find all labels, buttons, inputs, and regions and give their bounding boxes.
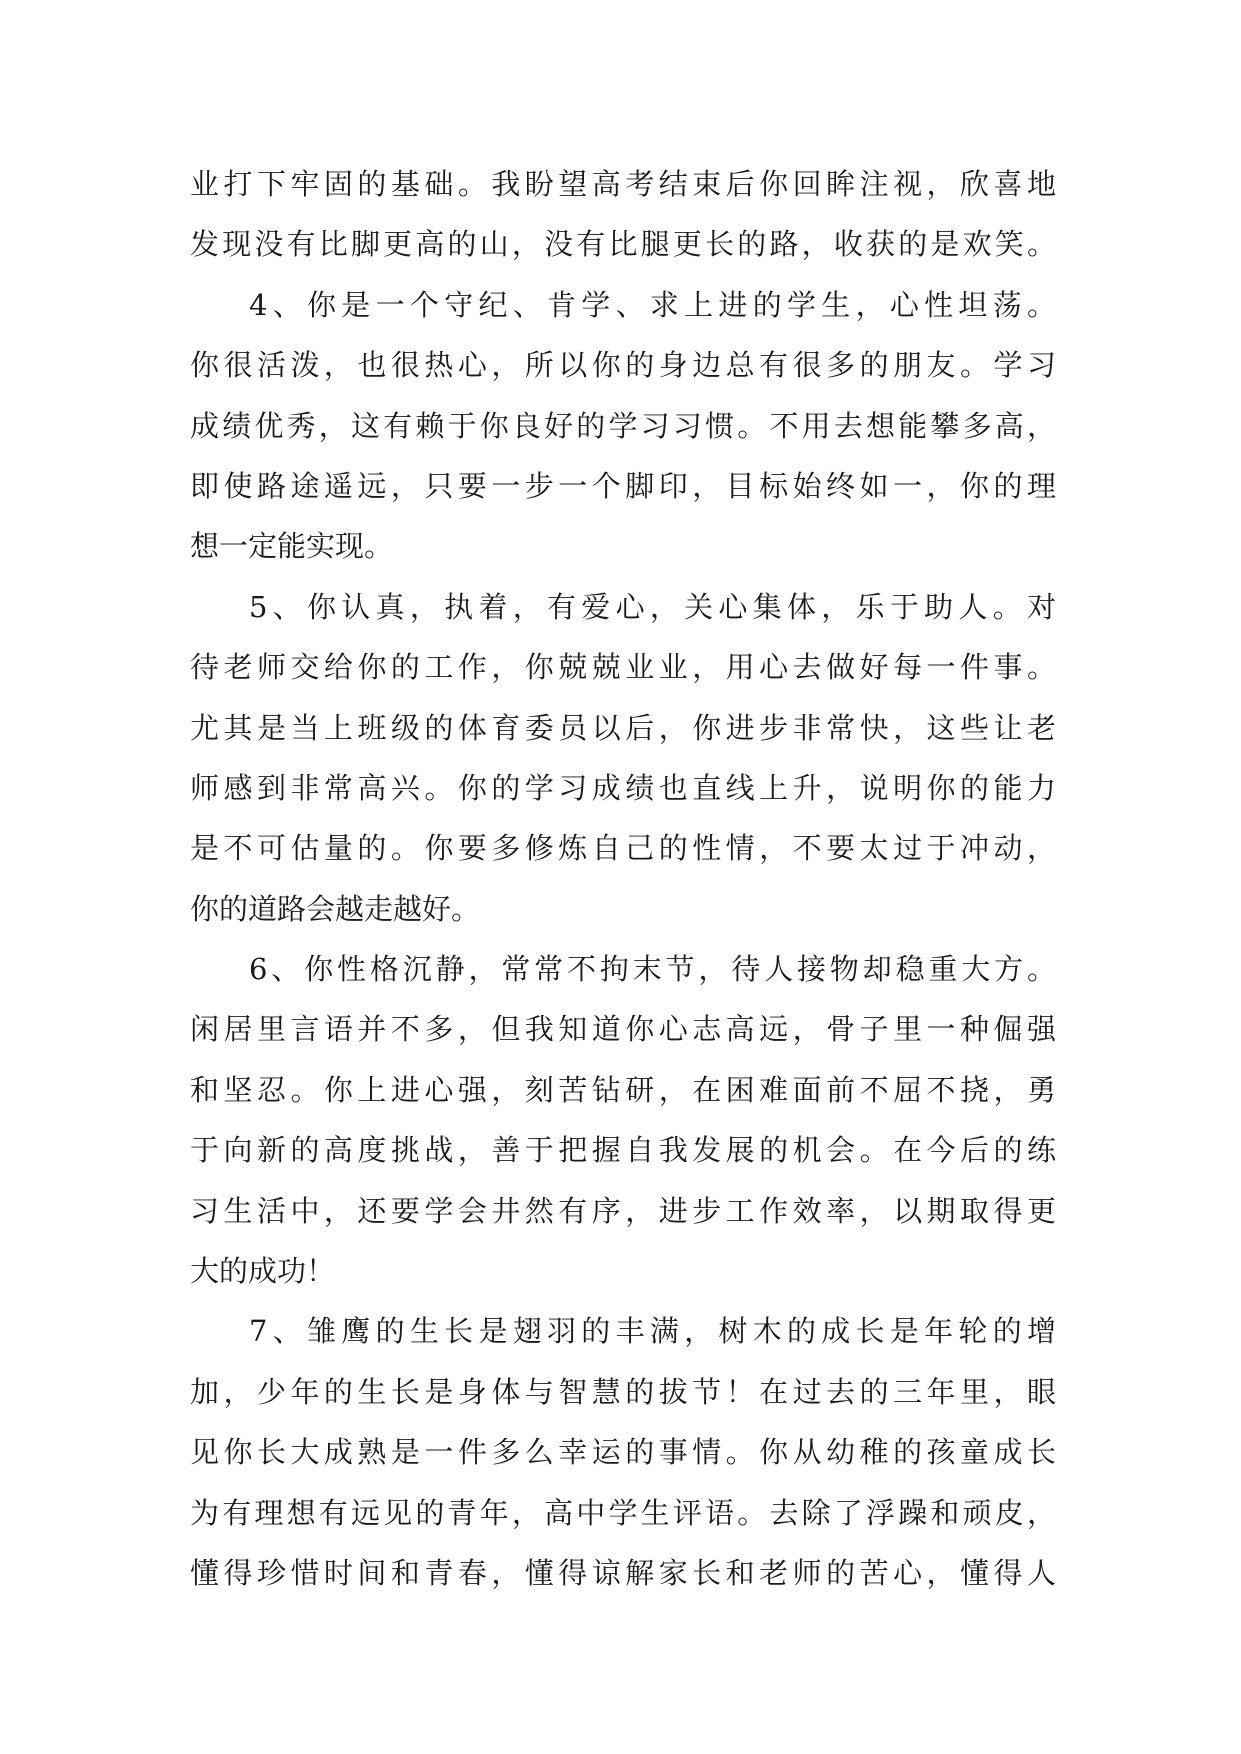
text-line: 闲居里言语并不多，但我知道你心志高远，骨子里一种倔强 — [190, 1012, 1056, 1047]
text-line: 是不可估量的。你要多修炼自己的性情，不要太过于冲动， — [190, 831, 1056, 866]
paragraph-end-line: 想一定能实现。 — [190, 529, 394, 564]
document-body — [190, 162, 1056, 1611]
paragraph-start-line: 4、你是一个守纪、肯学、求上进的学生，心性坦荡。 — [249, 287, 1056, 322]
text-line: 发现没有比脚更高的山，没有比腿更长的路，收获的是欢笑。 — [190, 227, 1056, 262]
text-line: 和坚忍。你上进心强，刻苦钻研，在困难面前不屈不挠，勇 — [190, 1072, 1056, 1107]
text-line: 即使路途遥远，只要一步一个脚印，目标始终如一，你的理 — [190, 468, 1056, 503]
text-line: 师感到非常高兴。你的学习成绩也直线上升，说明你的能力 — [190, 770, 1056, 805]
text-line: 加，少年的生长是身体与智慧的拔节！在过去的三年里，眼 — [190, 1374, 1056, 1409]
paragraph-end-line: 你的道路会越走越好。 — [190, 891, 481, 926]
paragraph-end-line: 大的成功！ — [190, 1254, 336, 1289]
paragraph-start-line: 5、你认真，执着，有爱心，关心集体，乐于助人。对 — [249, 589, 1056, 624]
text-line: 懂得珍惜时间和青春，懂得谅解家长和老师的苦心，懂得人 — [190, 1555, 1056, 1590]
text-line: 于向新的高度挑战，善于把握自我发展的机会。在今后的练 — [190, 1133, 1056, 1168]
text-line: 为有理想有远见的青年，高中学生评语。去除了浮躁和顽皮， — [190, 1495, 1056, 1530]
text-line: 习生活中，还要学会井然有序，进步工作效率，以期取得更 — [190, 1193, 1056, 1228]
text-line: 你很活泼，也很热心，所以你的身边总有很多的朋友。学习 — [190, 348, 1056, 383]
paragraph-start-line: 6、你性格沉静，常常不拘末节，待人接物却稳重大方。 — [249, 952, 1056, 987]
text-line: 尤其是当上班级的体育委员以后，你进步非常快，这些让老 — [190, 710, 1056, 745]
text-line: 业打下牢固的基础。我盼望高考结束后你回眸注视，欣喜地 — [190, 167, 1056, 201]
text-line: 成绩优秀，这有赖于你良好的学习习惯。不用去想能攀多高， — [190, 408, 1056, 443]
text-line: 见你长大成熟是一件多么幸运的事情。你从幼稚的孩童成长 — [190, 1435, 1056, 1470]
text-line: 待老师交给你的工作，你兢兢业业，用心去做好每一件事。 — [190, 650, 1056, 685]
paragraph-start-line: 7、雏鹰的生长是翅羽的丰满，树木的成长是年轮的增 — [249, 1314, 1056, 1349]
